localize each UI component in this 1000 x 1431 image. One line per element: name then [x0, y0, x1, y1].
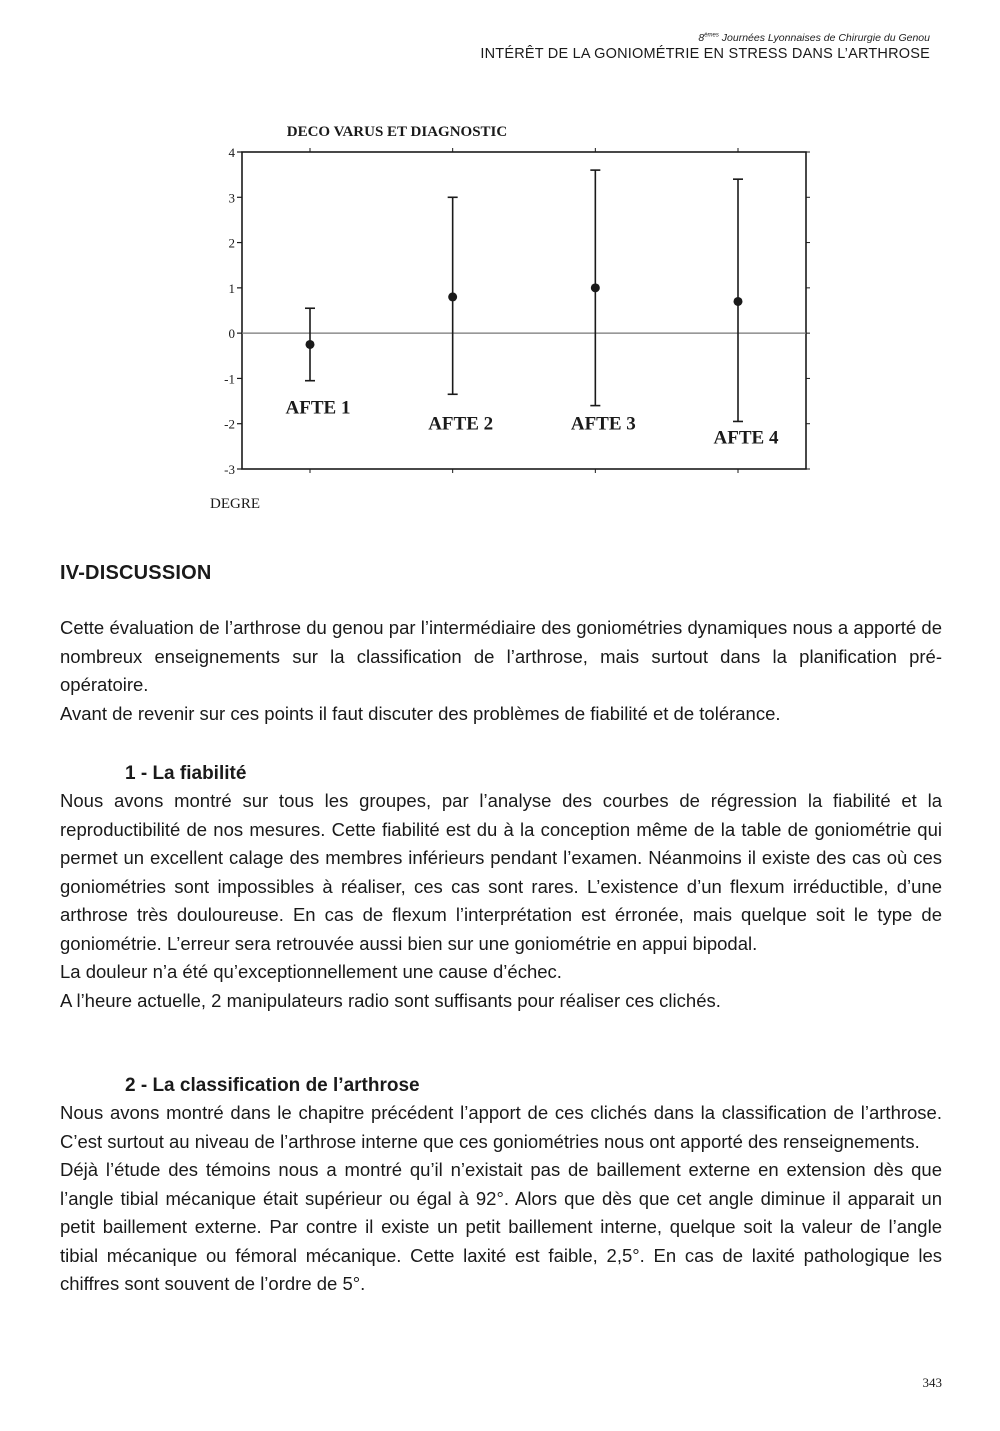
y-tick-label: -2 — [224, 416, 235, 432]
y-tick-label: 1 — [228, 280, 235, 296]
section-heading: IV-DISCUSSION — [60, 562, 212, 584]
y-tick-label: 3 — [228, 190, 235, 206]
fiabilite-paragraph: Nous avons montré sur tous les groupes, par l’analyse des courbes de régression la fiabilité et la reproductibilité de nos mesures. Cette fiabilité est du à la conception même de la table de goniométrie qui permet un excellent calage des membres inférieurs pendant l’examen. Néanmoins il existe des cas où ces goniométries sont impossibles à réaliser, ces cas sont rares. L’existence d’un flexum irréductible, d’une arthrose très douloureuse. En cas de flexum l’interprétation est érronée, mais quelque soit le type de goniométrie. L’erreur sera retrouvée aussi bien sur une goniométrie en appui bipodal. — [60, 790, 942, 954]
mean-point — [591, 283, 600, 292]
y-tick-label: -1 — [224, 371, 235, 387]
classification-paragraph: Déjà l’étude des témoins nous a montré qu’il n’existait pas de baillement externe en extension dès que l’angle tibial mécanique était supérieur ou égal à 92°. Alors que dès que cet angle diminue il apparait un petit baillement externe. Par contre il existe un petit baillement interne, quelque soit la valeur de l’angle tibial mécanique ou fémoral mécanique. Cette laxité est faible, 2,5°. En cas de laxité pathologique les chiffres sont souvent de l’ordre de 5°. — [60, 1159, 942, 1294]
mean-point — [448, 292, 457, 301]
page-number: 343 — [922, 1375, 942, 1390]
category-label: AFTE 1 — [285, 397, 351, 419]
y-axis-label: DEGRE — [210, 496, 260, 512]
category-label: AFTE 4 — [713, 427, 779, 449]
chart-title: DECO VARUS ET DIAGNOSTIC — [286, 124, 508, 140]
classification-text — [60, 1099, 942, 1299]
y-tick-label: -3 — [224, 462, 235, 477]
chart-svg — [200, 112, 820, 522]
plot-frame — [242, 152, 806, 469]
subsection-heading-classification: 2 - La classification de l’arthrose — [125, 1075, 420, 1096]
conference-name: 8èmes Journées Lyonnaises de Chirurgie du Genou — [698, 32, 930, 44]
running-header — [480, 32, 930, 62]
subsection-heading-fiabilite: 1 - La fiabilité — [125, 763, 247, 784]
intro-paragraph: Avant de revenir sur ces points il faut discuter des problèmes de fiabilité et de tolérance. — [60, 702, 781, 724]
mean-point — [306, 340, 315, 349]
fiabilite-paragraph: La douleur n’a été qu’exceptionnellement une cause d’échec. — [60, 961, 562, 982]
fiabilite-text — [60, 787, 942, 1015]
category-label: AFTE 3 — [570, 413, 636, 435]
errorbar-chart — [200, 112, 820, 522]
intro-text — [60, 614, 942, 728]
y-tick-label: 2 — [228, 235, 235, 251]
category-label: AFTE 2 — [428, 413, 494, 435]
classification-paragraph: Nous avons montré dans le chapitre précédent l’apport de ces clichés dans la classification de l’arthrose. C’est surtout au niveau de l’arthrose interne que ces goniométries nous ont apporté des renseignements. — [60, 1102, 942, 1152]
y-tick-label: 0 — [228, 326, 235, 342]
mean-point — [734, 297, 743, 306]
y-tick-label: 4 — [228, 145, 235, 160]
fiabilite-paragraph: A l’heure actuelle, 2 manipulateurs radio sont suffisants pour réaliser ces clichés. — [60, 989, 721, 1011]
chapter-title: INTÉRÊT DE LA GONIOMÉTRIE EN STRESS DANS L’ARTHROSE — [480, 46, 930, 62]
intro-paragraph: Cette évaluation de l’arthrose du genou par l’intermédiaire des goniométries dynamiques nous a apporté de nombreux enseignements sur la classification de l’arthrose, mais surtout dans la planification pré-opératoire. — [60, 617, 942, 695]
